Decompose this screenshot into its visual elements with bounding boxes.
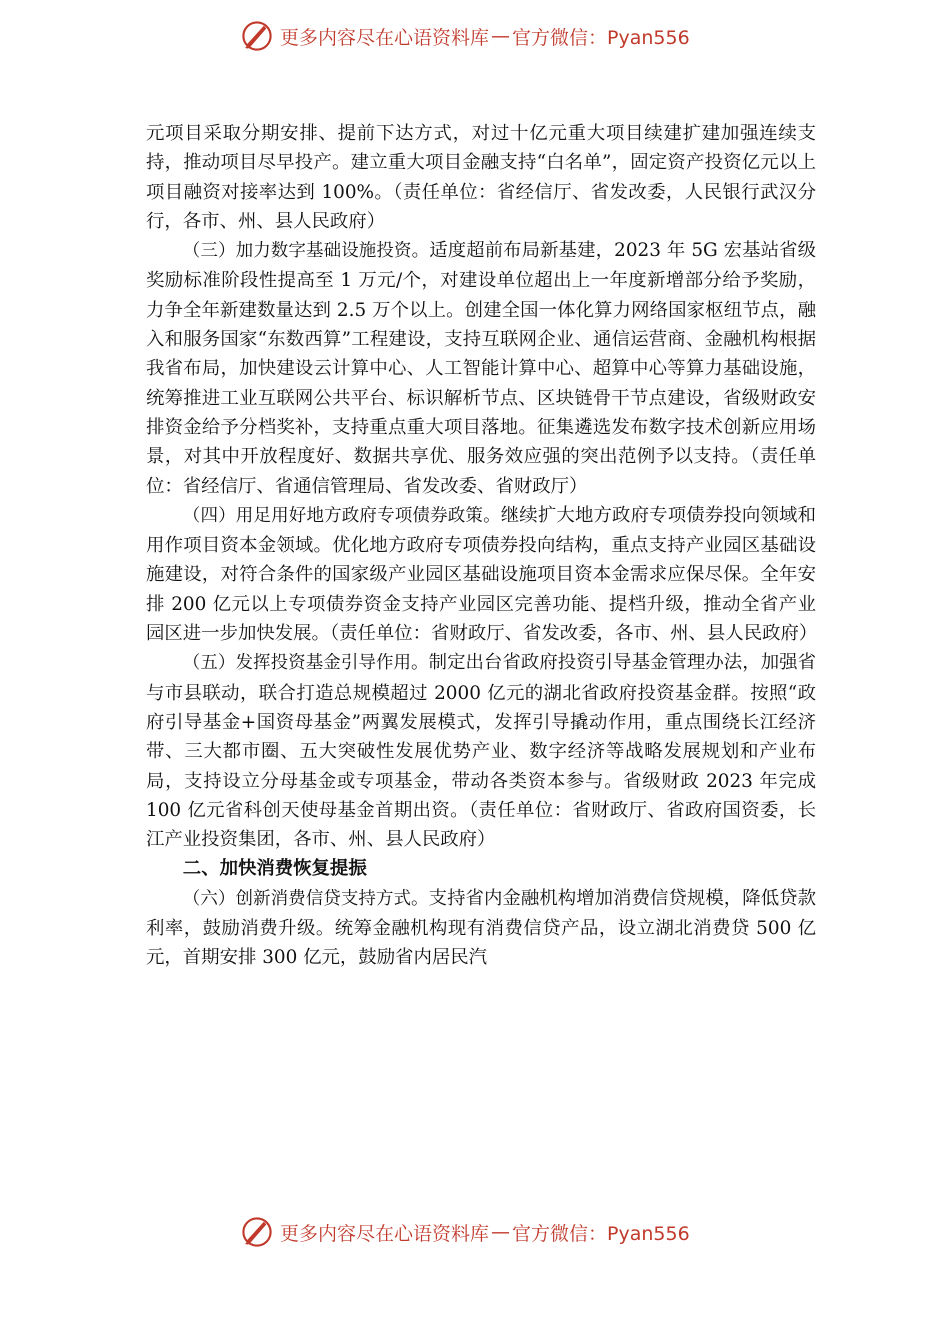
- paragraph-lead: （三）加力数字基础设施投资。: [182, 241, 430, 262]
- watermark-header: [240, 16, 690, 56]
- paragraph-text: 继续扩大地方政府专项债券投向领域和用作项目资本金领域。优化地方政府专项债券投向结构，重点支持产业园区基础设施建设，对符合条件的国家级产业园区基础设施项目资本金需求应保尽保。全年安排 200 亿元以上专项债券资金支持产业园区完善功能、提档升级，推动全省产业园区进一步加快发展。（责任单位：省财政厅、省发改委，各市、州、县人民政府）: [146, 504, 818, 645]
- paragraph-lead: （六）创新消费信贷支持方式。: [182, 888, 429, 909]
- watermark-contact: 官方微信：Pyan556: [512, 1222, 690, 1245]
- paragraph-text: 支持省内金融机构增加消费信贷规模，降低贷款利率，鼓励消费升级。统筹金融机构现有消费信贷产品，设立湖北消费贷 500 亿元，首期安排 300 亿元，鼓励省内居民汽: [146, 887, 816, 969]
- paragraph-item-5: [146, 648, 816, 854]
- section-heading: 二、加快消费恢复提振: [182, 858, 367, 880]
- paragraph-text: 适度超前布局新基建，2023 年 5G 宏基站省级奖励标准阶段性提高至 1 万元/个，对建设单位超出上一年度新增部分给予奖励，力争全年新建数量达到 2.5 万个以上。创建全国一体化算力网络国家枢纽节点，融入和服务国家“东数西算”工程建设，支持互联网企业、通信运营商、金融机构根据我省布局，加快建设云计算中心、人工智能计算中心、超算中心等算力基础设施，统筹推进工业互联网公共平台、标识解析节点、区块链骨干节点建设，省级财政安排资金给予分档奖补，支持重点重大项目落地。征集遴选发布数字技术创新应用场景，对其中开放程度好、数据共享优、服务效应强的突出范例予以支持。（责任单位：省经信厅、省通信管理局、省发改委、省财政厅）: [146, 240, 817, 497]
- paragraph-lead: （五）发挥投资基金引导作用。: [182, 653, 429, 674]
- watermark-text: 更多内容尽在心语资料库: [280, 26, 490, 49]
- paragraph-text: 制定出台省政府投资引导基金管理办法，加强省与市县联动，联合打造总规模超过 2000 亿元的湖北省政府投资基金群。按照“政府引导基金+国资母基金”两翼发展模式，发挥引导撬动作用，重点围绕长江经济带、三大都市圈、五大突破性发展优势产业、数字经济等战略发展规划和产业布局，支持设立分母基金或专项基金，带动各类资本参与。省级财政 2023 年完成 100 亿元省科创天使母基金首期出资。（责任单位：省财政厅、省政府国资委，长江产业投资集团，各市、州、县人民政府）: [146, 652, 816, 851]
- watermark-text: 更多内容尽在心语资料库: [280, 1222, 490, 1245]
- paragraph-continuation: [146, 119, 816, 236]
- watermark-separator: —: [491, 1221, 511, 1243]
- brush-logo-icon: [240, 1215, 274, 1249]
- document-body: [146, 119, 816, 973]
- paragraph-lead: （四）用足用好地方政府专项债券政策。: [182, 505, 501, 526]
- brush-logo-icon: [240, 19, 274, 53]
- paragraph-text: 元项目采取分期安排、提前下达方式，对过十亿元重大项目续建扩建加强连续支持，推动项目尽早投产。建立重大项目金融支持“白名单”，固定资产投资亿元以上项目融资对接率达到 100%。（责任单位：省经信厅、省发改委，人民银行武汉分行，各市、州、县人民政府）: [146, 123, 816, 232]
- watermark-footer: [240, 1212, 690, 1252]
- paragraph-item-3: [146, 236, 816, 501]
- paragraph-item-4: [146, 501, 816, 648]
- watermark-contact: 官方微信：Pyan556: [512, 26, 690, 49]
- watermark-separator: —: [491, 25, 511, 47]
- paragraph-item-6: [146, 884, 816, 973]
